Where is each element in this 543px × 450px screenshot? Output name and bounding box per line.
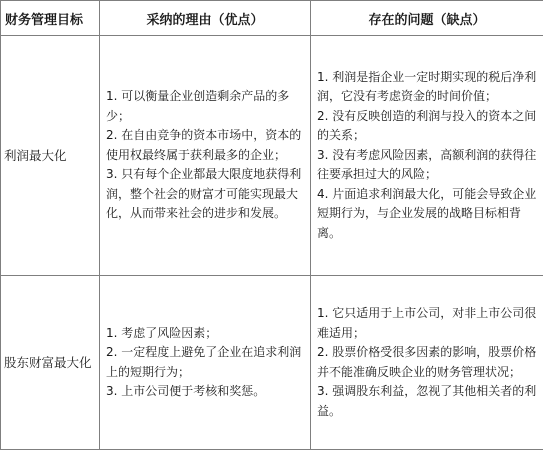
cons-item: 2. 没有反映创造的利润与投入的资本之间的关系； (317, 107, 539, 146)
pros-item: 1. 可以衡量企业创造剩余产品的多少； (106, 87, 306, 126)
cons-item: 2. 股票价格受很多因素的影响，股票价格并不能准确反映企业的财务管理状况； (317, 343, 539, 382)
cons-item: 3. 强调股东利益，忽视了其他相关者的利益。 (317, 382, 539, 421)
header-cons: 存在的问题（缺点） (311, 1, 543, 36)
pros-item: 3. 只有每个企业都最大限度地获得利润，整个社会的财富才可能实现最大化，从而带来社会的进步和发展。 (106, 165, 306, 224)
pros-cell (100, 276, 311, 450)
goal-cell: 利润最大化 (1, 36, 100, 276)
table-row (1, 276, 543, 450)
header-row (1, 1, 543, 36)
cons-item: 1. 利润是指企业一定时期实现的税后净利润，它没有考虑资金的时间价值； (317, 68, 539, 107)
cons-item: 4. 片面追求利润最大化，可能会导致企业短期行为，与企业发展的战略目标相背离。 (317, 185, 539, 244)
cons-cell (311, 276, 543, 450)
cons-cell (311, 36, 543, 276)
cons-item: 3. 没有考虑风险因素，高额利润的获得往往要承担过大的风险； (317, 146, 539, 185)
pros-cell (100, 36, 311, 276)
pros-item: 1. 考虑了风险因素； (106, 324, 306, 344)
header-pros: 采纳的理由（优点） (100, 1, 311, 36)
table-row (1, 36, 543, 276)
cons-item: 1. 它只适用于上市公司，对非上市公司很难适用； (317, 304, 539, 343)
goal-cell: 股东财富最大化 (1, 276, 100, 450)
pros-item: 2. 一定程度上避免了企业在追求利润上的短期行为； (106, 343, 306, 382)
pros-item: 2. 在自由竞争的资本市场中，资本的使用权最终属于获利最多的企业； (106, 126, 306, 165)
pros-item: 3. 上市公司便于考核和奖惩。 (106, 382, 306, 402)
header-goal: 财务管理目标 (1, 1, 100, 36)
